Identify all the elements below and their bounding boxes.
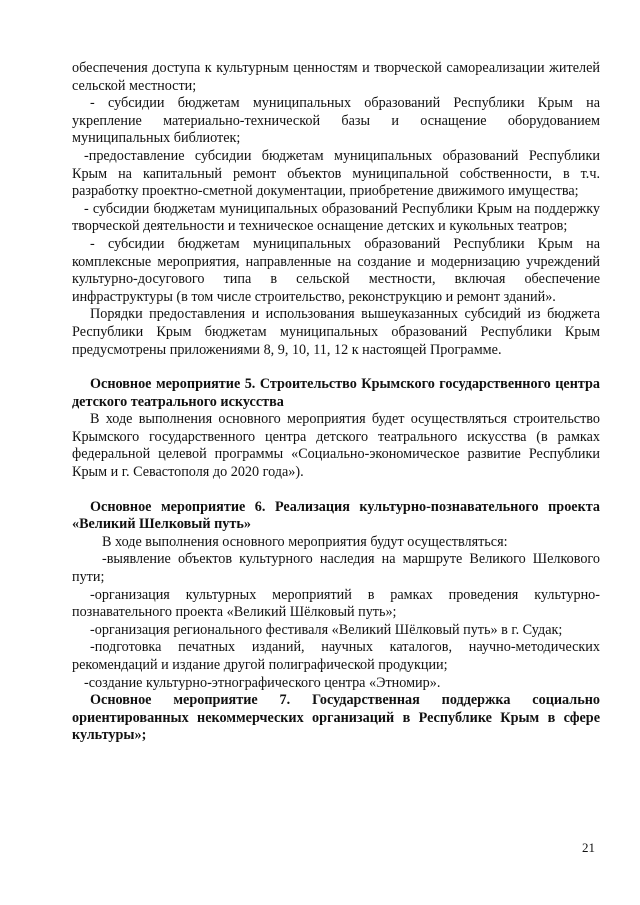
paragraph: - субсидии бюджетам муниципальных образований Республики Крым на комплексные мероприятия, направленные на создание и модернизацию учреждений культурно-досугового типа в сельской местности, включая обеспечение инфраструктуры (в том числе строительство, реконструкцию и ремонт зданий».: [72, 235, 600, 305]
list-item: -организация культурных мероприятий в рамках проведения культурно-познавательного проекта «Великий Шёлковый путь»;: [72, 586, 600, 621]
spacer: [72, 359, 600, 376]
section-heading: Основное мероприятие 7. Государственная поддержка социально ориентированных некоммерческих организаций в Республике Крым в сфере культуры»;: [72, 692, 600, 744]
paragraph: Порядки предоставления и использования вышеуказанных субсидий из бюджета Республики Крым бюджетам муниципальных образований Республики Крым предусмотрены приложениями 8, 9, 10, 11, 12 к настоящей Программе.: [72, 306, 600, 358]
document-body: [72, 60, 600, 745]
paragraph: В ходе выполнения основного мероприятия будет осуществляться строительство Крымского государственного центра детского театрального искусства (в рамках федеральной целевой программы «Социально-экономическое развитие Республики Крым и г. Севастополя до 2020 года»).: [72, 411, 600, 481]
paragraph: - субсидии бюджетам муниципальных образований Республики Крым на поддержку творческой деятельности и техническое оснащение детских и кукольных театров;: [72, 200, 600, 235]
paragraph: - субсидии бюджетам муниципальных образований Республики Крым на укрепление материально-технической базы и оснащение оборудованием муниципальных библиотек;: [72, 95, 600, 147]
list-item: -выявление объектов культурного наследия на маршруте Великого Шелкового пути;: [72, 551, 600, 586]
spacer: [72, 482, 600, 499]
list-item: -организация регионального фестиваля «Великий Шёлковый путь» в г. Судак;: [90, 621, 563, 638]
page-number: 21: [582, 840, 595, 855]
list-item: -создание культурно-этнографического центра «Этномир».: [84, 674, 441, 691]
paragraph: -предоставление субсидии бюджетам муниципальных образований Республики Крым на капитальный ремонт объектов муниципальной собственности, в т.ч. разработку проектно-сметной документации, приобретение движимого имущества;: [72, 147, 600, 200]
section-heading: Основное мероприятие 5. Строительство Крымского государственного центра детского театрального искусства: [72, 376, 600, 410]
paragraph: обеспечения доступа к культурным ценностям и творческой самореализации жителей сельской местности;: [72, 60, 600, 94]
paragraph: В ходе выполнения основного мероприятия будут осуществляться:: [102, 533, 508, 550]
section-heading: Основное мероприятие 6. Реализация культурно-познавательного проекта «Великий Шелковый путь»: [72, 498, 600, 533]
list-item: -подготовка печатных изданий, научных каталогов, научно-методических рекомендаций и издание другой полиграфической продукции;: [72, 639, 600, 673]
